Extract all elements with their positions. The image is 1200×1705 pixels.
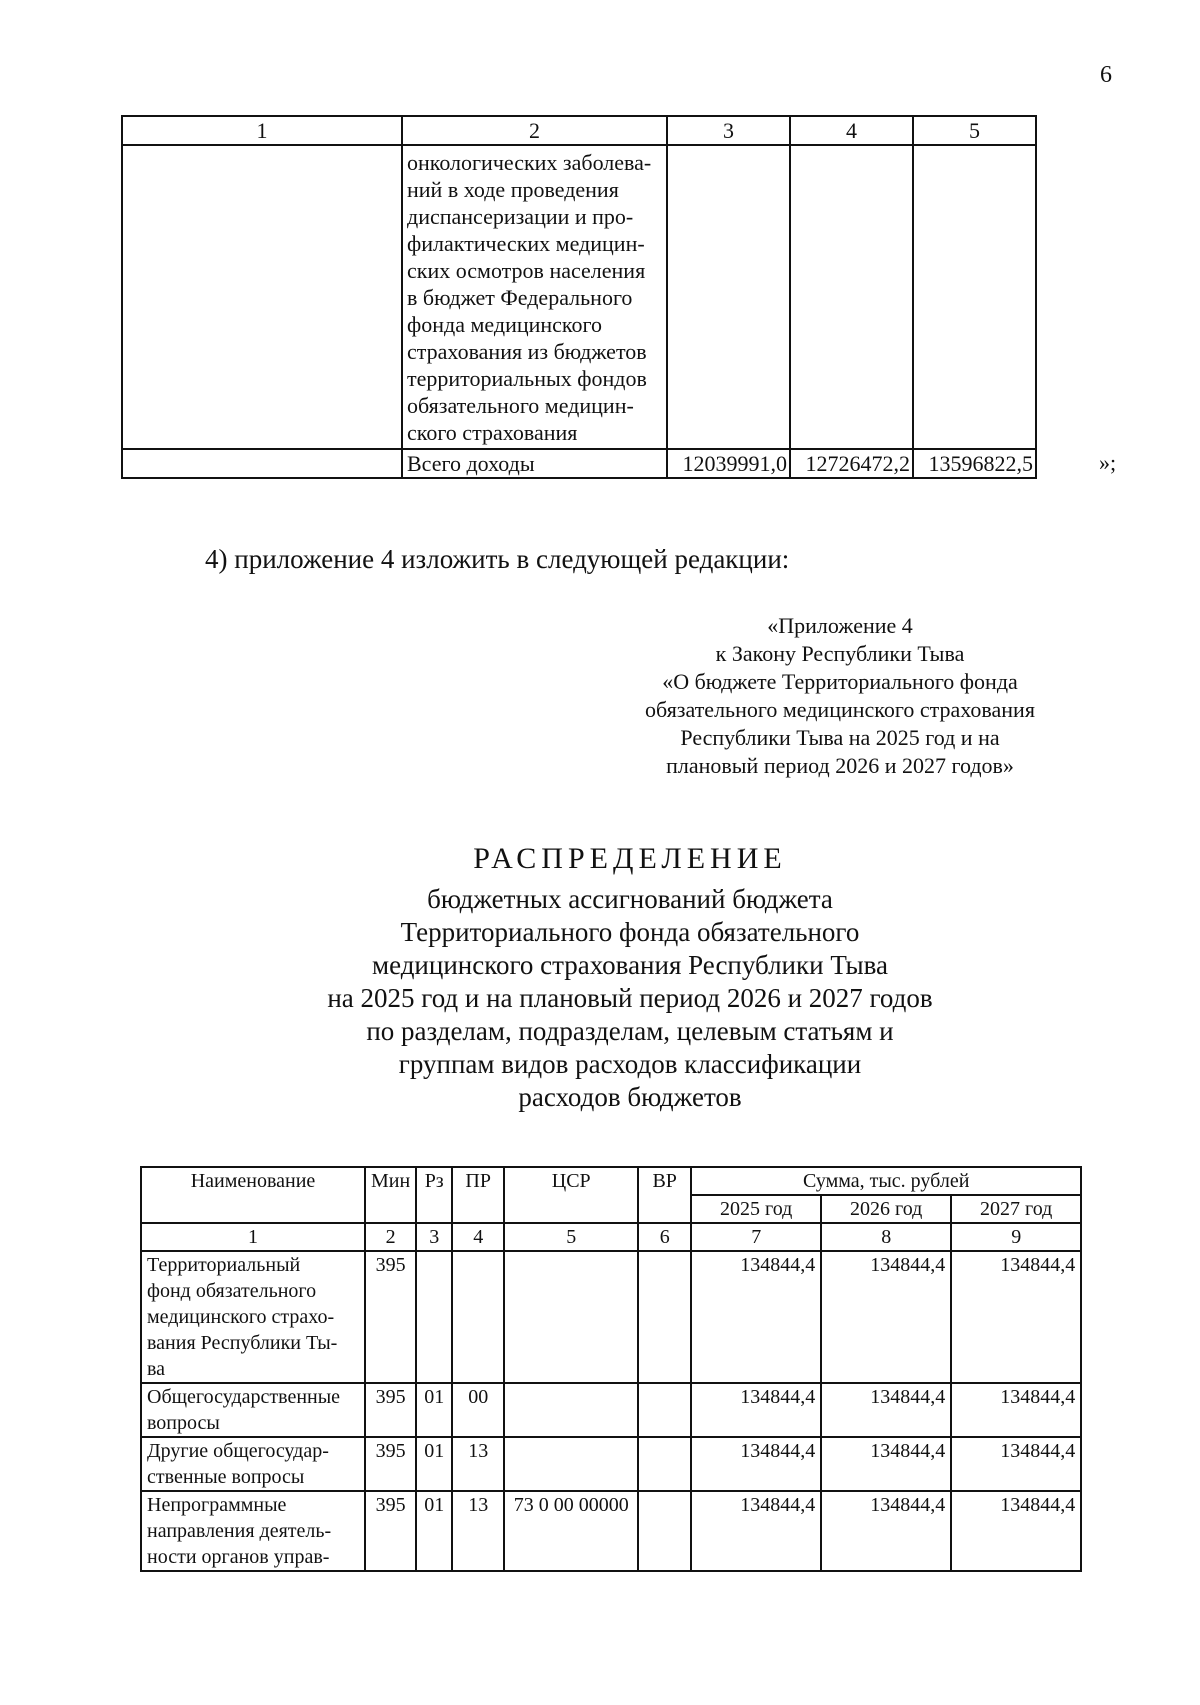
row-2026: 134844,4 bbox=[821, 1437, 951, 1491]
subtitle-line: медицинского страхования Республики Тыва bbox=[371, 950, 888, 980]
row-name bbox=[141, 1491, 365, 1571]
annex-line: Республики Тыва на 2025 год и на bbox=[680, 725, 1000, 750]
header-pr: ПР bbox=[452, 1167, 504, 1223]
text-line: страхования из бюджетов bbox=[407, 339, 647, 364]
income-total-2026: 12726472,2 bbox=[790, 449, 913, 478]
header-2027: 2027 год bbox=[951, 1195, 1081, 1223]
text-line: фонд обязательного bbox=[147, 1280, 317, 1302]
row-2027: 134844,4 bbox=[951, 1383, 1081, 1437]
row-min: 395 bbox=[365, 1491, 416, 1571]
annex-heading bbox=[600, 612, 1080, 780]
income-total-row bbox=[122, 449, 1036, 478]
income-col-header-5: 5 bbox=[913, 116, 1036, 145]
allocation-header-row bbox=[141, 1167, 1081, 1195]
header-2025: 2025 год bbox=[691, 1195, 821, 1223]
subtitle-line: расходов бюджетов bbox=[518, 1082, 742, 1112]
row-pr: 13 bbox=[452, 1491, 504, 1571]
row-pr: 13 bbox=[452, 1437, 504, 1491]
header-csr: ЦСР bbox=[504, 1167, 638, 1223]
document-title: РАСПРЕДЕЛЕНИЕ bbox=[473, 842, 787, 875]
row-vr bbox=[638, 1437, 691, 1491]
row-2027: 134844,4 bbox=[951, 1491, 1081, 1571]
row-2027: 134844,4 bbox=[951, 1251, 1081, 1383]
text-line: ских осмотров населения bbox=[407, 258, 646, 283]
page-number: 6 bbox=[1100, 62, 1112, 88]
col-number: 8 bbox=[821, 1223, 951, 1251]
row-2026: 134844,4 bbox=[821, 1251, 951, 1383]
subtitle-line: Территориального фонда обязательного bbox=[400, 917, 860, 947]
closing-quote: »; bbox=[1099, 450, 1117, 475]
text-line: направления деятель- bbox=[147, 1520, 332, 1542]
row-rz bbox=[416, 1251, 452, 1383]
income-value-cell bbox=[790, 145, 913, 449]
row-2026: 134844,4 bbox=[821, 1383, 951, 1437]
annex-line: обязательного медицинского страхования bbox=[645, 697, 1035, 722]
row-rz: 01 bbox=[416, 1383, 452, 1437]
table-row bbox=[141, 1491, 1081, 1571]
amendment-paragraph: 4) приложение 4 изложить в следующей редакции: bbox=[205, 544, 790, 574]
text-line: Общегосударственные bbox=[147, 1386, 341, 1408]
allocation-col-number-row bbox=[141, 1223, 1081, 1251]
text-line: вания Республики Ты- bbox=[147, 1332, 338, 1354]
row-rz: 01 bbox=[416, 1491, 452, 1571]
col-number: 7 bbox=[691, 1223, 821, 1251]
row-2025: 134844,4 bbox=[691, 1251, 821, 1383]
row-csr: 73 0 00 00000 bbox=[504, 1491, 638, 1571]
row-name bbox=[141, 1251, 365, 1383]
header-2026: 2026 год bbox=[821, 1195, 951, 1223]
col-number: 1 bbox=[141, 1223, 365, 1251]
income-code-cell bbox=[122, 449, 402, 478]
row-rz: 01 bbox=[416, 1437, 452, 1491]
income-value-cell bbox=[913, 145, 1036, 449]
row-2026: 134844,4 bbox=[821, 1491, 951, 1571]
annex-line: к Закону Республики Тыва bbox=[715, 641, 965, 666]
row-min: 395 bbox=[365, 1437, 416, 1491]
income-col-header-2: 2 bbox=[402, 116, 667, 145]
row-vr bbox=[638, 1383, 691, 1437]
row-name bbox=[141, 1437, 365, 1491]
row-2025: 134844,4 bbox=[691, 1383, 821, 1437]
text-line: онкологических заболева- bbox=[407, 150, 652, 175]
income-col-header-4: 4 bbox=[790, 116, 913, 145]
col-number: 6 bbox=[638, 1223, 691, 1251]
income-col-header-1: 1 bbox=[122, 116, 402, 145]
income-total-2027: 13596822,5 bbox=[913, 449, 1036, 478]
row-csr bbox=[504, 1437, 638, 1491]
text-line: вопросы bbox=[147, 1412, 220, 1434]
income-col-header-3: 3 bbox=[667, 116, 790, 145]
header-sum: Сумма, тыс. рублей bbox=[691, 1167, 1081, 1195]
row-vr bbox=[638, 1251, 691, 1383]
text-line: Непрограммные bbox=[147, 1494, 287, 1516]
annex-line: «Приложение 4 bbox=[767, 613, 913, 638]
col-number: 5 bbox=[504, 1223, 638, 1251]
col-number: 2 bbox=[365, 1223, 416, 1251]
row-2027: 134844,4 bbox=[951, 1437, 1081, 1491]
income-total-2025: 12039991,0 bbox=[667, 449, 790, 478]
row-2025: 134844,4 bbox=[691, 1437, 821, 1491]
table-row bbox=[122, 145, 1036, 449]
document-subtitle bbox=[250, 883, 1010, 1114]
text-line: ва bbox=[147, 1358, 166, 1380]
subtitle-line: по разделам, подразделам, целевым статьям и bbox=[366, 1016, 894, 1046]
header-min: Мин bbox=[365, 1167, 416, 1223]
row-pr bbox=[452, 1251, 504, 1383]
text-line: ности органов управ- bbox=[147, 1546, 330, 1568]
text-line: ского страхования bbox=[407, 420, 578, 445]
row-csr bbox=[504, 1383, 638, 1437]
row-pr: 00 bbox=[452, 1383, 504, 1437]
income-total-label: Всего доходы bbox=[402, 449, 667, 478]
text-line: медицинского страхо- bbox=[147, 1306, 335, 1328]
text-line: ний в ходе проведения bbox=[407, 177, 619, 202]
text-line: ственные вопросы bbox=[147, 1466, 305, 1488]
text-line: Территориальный bbox=[147, 1254, 301, 1276]
subtitle-line: группам видов расходов классификации bbox=[398, 1049, 862, 1079]
text-line: в бюджет Федерального bbox=[407, 285, 633, 310]
income-code-cell bbox=[122, 145, 402, 449]
text-line: Другие общегосудар- bbox=[147, 1440, 329, 1462]
table-row bbox=[141, 1437, 1081, 1491]
col-number: 3 bbox=[416, 1223, 452, 1251]
col-number: 4 bbox=[452, 1223, 504, 1251]
table-row bbox=[141, 1383, 1081, 1437]
annex-line: плановый период 2026 и 2027 годов» bbox=[666, 753, 1014, 778]
header-rz: Рз bbox=[416, 1167, 452, 1223]
row-vr bbox=[638, 1491, 691, 1571]
text-line: фонда медицинского bbox=[407, 312, 602, 337]
text-line: филактических медицин- bbox=[407, 231, 645, 256]
row-min: 395 bbox=[365, 1251, 416, 1383]
table-row bbox=[141, 1251, 1081, 1383]
income-table bbox=[121, 115, 1037, 479]
income-table-header-row bbox=[122, 116, 1036, 145]
row-csr bbox=[504, 1251, 638, 1383]
subtitle-line: бюджетных ассигнований бюджета bbox=[427, 884, 833, 914]
row-2025: 134844,4 bbox=[691, 1491, 821, 1571]
annex-line: «О бюджете Территориального фонда bbox=[662, 669, 1018, 694]
income-description-cell bbox=[402, 145, 667, 449]
text-line: территориальных фондов bbox=[407, 366, 647, 391]
col-number: 9 bbox=[951, 1223, 1081, 1251]
text-line: диспансеризации и про- bbox=[407, 204, 634, 229]
header-vr: ВР bbox=[638, 1167, 691, 1223]
text-line: обязательного медицин- bbox=[407, 393, 634, 418]
income-value-cell bbox=[667, 145, 790, 449]
subtitle-line: на 2025 год и на плановый период 2026 и 2027 годов bbox=[327, 983, 933, 1013]
header-name: Наименование bbox=[141, 1167, 365, 1223]
allocation-table bbox=[140, 1166, 1082, 1572]
row-min: 395 bbox=[365, 1383, 416, 1437]
row-name bbox=[141, 1383, 365, 1437]
